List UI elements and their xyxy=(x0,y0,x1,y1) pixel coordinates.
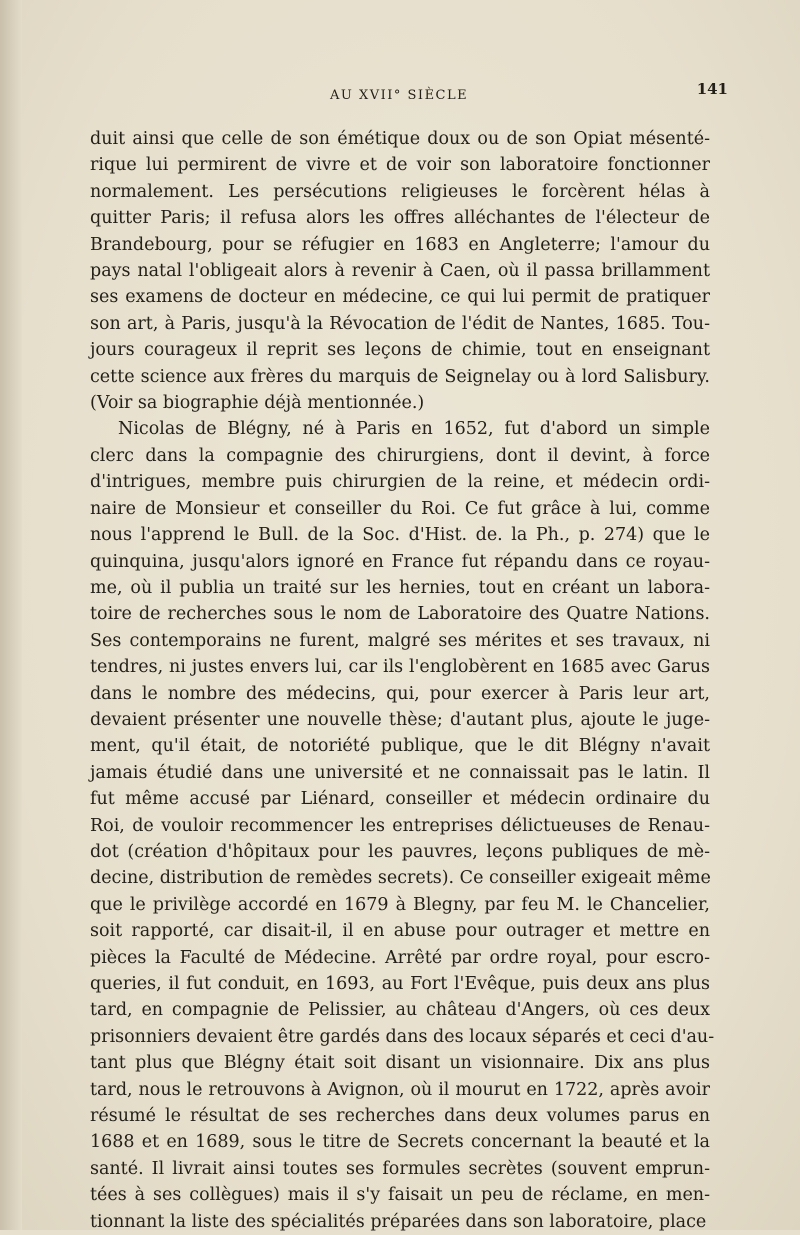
body-text xyxy=(90,126,715,1235)
page-gutter-shadow xyxy=(0,0,22,1230)
text-line: clerc dans la compagnie des chirurgiens, dont il devint, à force xyxy=(90,445,710,466)
text-line: résumé le résultat de ses recherches dans deux volumes parus en xyxy=(90,1106,710,1127)
text-line: tard, nous le retrouvons à Avignon, où il mourut en 1722, après avoir xyxy=(90,1079,710,1100)
text-line: soit rapporté, car disait-il, il en abuse pour outrager et mettre en xyxy=(90,921,710,942)
text-line: pays natal l'obligeait alors à revenir à Caen, où il passa brillamment xyxy=(90,261,710,282)
text-line: Roi, de vouloir recommencer les entreprises délictueuses de Renau- xyxy=(90,815,710,836)
text-line: d'intrigues, membre puis chirurgien de la reine, et médecin ordi- xyxy=(90,472,710,493)
running-title: AU XVII° SIÈCLE xyxy=(330,88,469,103)
text-line: cette science aux frères du marquis de Seignelay ou à lord Salisbury. xyxy=(90,366,710,387)
text-line: dot (création d'hôpitaux pour les pauvres, leçons publiques de mè- xyxy=(90,841,710,862)
text-line: duit ainsi que celle de son émétique doux ou de son Opiat mésenté- xyxy=(90,129,710,149)
text-line: jours courageux il reprit ses leçons de chimie, tout en enseignant xyxy=(90,340,710,361)
text-line: quinquina, jusqu'alors ignoré en France fut répandu dans ce royau- xyxy=(90,551,710,572)
text-line: jamais étudié dans une université et ne connaissait pas le latin. Il xyxy=(90,762,710,783)
text-line: tées à ses collègues) mais il s'y faisait un peu de réclame, en men- xyxy=(90,1185,710,1206)
text-line: tard, en compagnie de Pelissier, au château d'Angers, où ces deux xyxy=(90,1000,710,1021)
page-header xyxy=(330,80,728,108)
paragraph-2 xyxy=(90,416,715,1235)
text-line: Ses contemporains ne furent, malgré ses mérites et ses travaux, ni xyxy=(90,630,710,651)
paragraph-1 xyxy=(90,126,710,416)
text-line: ment, qu'il était, de notoriété publique, que le dit Blégny n'avait xyxy=(90,736,710,757)
text-line: devaient présenter une nouvelle thèse; d'autant plus, ajoute le juge- xyxy=(90,709,710,730)
text-line: tionnant la liste des spécialités préparées dans son laboratoire, place xyxy=(90,1211,707,1232)
text-line: Brandebourg, pour se réfugier en 1683 en Angleterre; l'amour du xyxy=(90,234,710,255)
text-line: prisonniers devaient être gardés dans des locaux séparés et ceci d'au- xyxy=(90,1026,715,1047)
text-line: Nicolas de Blégny, né à Paris en 1652, fut d'abord un simple xyxy=(118,419,710,440)
text-line: fut même accusé par Liénard, conseiller et médecin ordinaire du xyxy=(90,789,710,810)
text-line: pièces la Faculté de Médecine. Arrêté par ordre royal, pour escro- xyxy=(90,947,710,968)
text-line: que le privilège accordé en 1679 à Blegny, par feu M. le Chancelier, xyxy=(90,894,710,915)
text-line: decine, distribution de remèdes secrets). Ce conseiller exigeait même xyxy=(90,868,711,889)
text-line: nous l'apprend le Bull. de la Soc. d'Hist. de. la Ph., p. 274) que le xyxy=(90,525,710,546)
text-line: tendres, ni justes envers lui, car ils l'englobèrent en 1685 avec Garus xyxy=(90,657,710,678)
text-line: 1688 et en 1689, sous le titre de Secrets concernant la beauté et la xyxy=(90,1132,710,1153)
text-line: quitter Paris; il refusa alors les offres alléchantes de l'électeur de xyxy=(90,208,710,229)
page-number: 141 xyxy=(696,80,728,98)
text-line: (Voir sa biographie déjà mentionnée.) xyxy=(90,393,425,414)
text-line: me, où il publia un traité sur les hernies, tout en créant un labora- xyxy=(90,577,710,598)
text-line: son art, à Paris, jusqu'à la Révocation de l'édit de Nantes, 1685. Tou- xyxy=(90,313,710,334)
text-line: rique lui permirent de vivre et de voir son laboratoire fonctionner xyxy=(90,155,710,176)
text-line: ses examens de docteur en médecine, ce qui lui permit de pratiquer xyxy=(90,287,710,308)
text-line: naire de Monsieur et conseiller du Roi. Ce fut grâce à lui, comme xyxy=(90,498,710,519)
text-line: normalement. Les persécutions religieuses le forcèrent hélas à xyxy=(90,181,710,202)
text-line: queries, il fut conduit, en 1693, au Fort l'Evêque, puis deux ans plus xyxy=(90,974,710,994)
text-line: santé. Il livrait ainsi toutes ses formules secrètes (souvent emprun- xyxy=(90,1158,710,1179)
text-line: dans le nombre des médecins, qui, pour exercer à Paris leur art, xyxy=(90,683,710,704)
text-line: tant plus que Blégny était soit disant un visionnaire. Dix ans plus xyxy=(90,1053,710,1074)
text-line: toire de recherches sous le nom de Laboratoire des Quatre Nations. xyxy=(90,604,710,625)
